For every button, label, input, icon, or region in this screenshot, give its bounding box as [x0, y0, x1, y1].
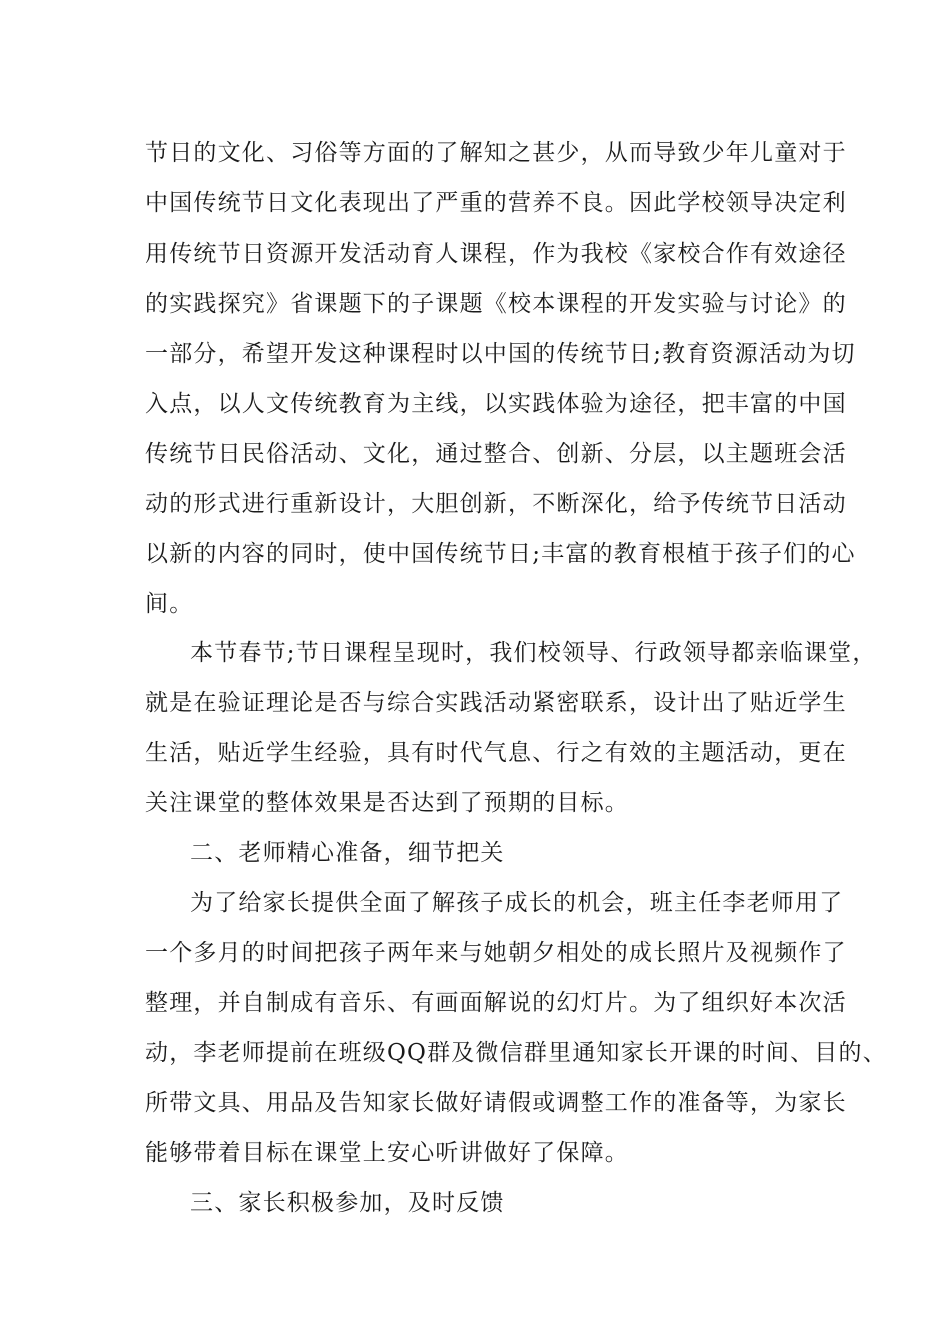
text-line: 整理，并自制成有音乐、有画面解说的幻灯片。为了组织好本次活	[145, 990, 847, 1016]
text-line: 一个多月的时间把孩子两年来与她朝夕相处的成长照片及视频作了	[145, 940, 847, 966]
text-line: 一部分，希望开发这种课程时以中国的传统节日;教育资源活动为切	[145, 341, 856, 367]
text-line: 的实践探究》省课题下的子课题《校本课程的开发实验与讨论》的	[145, 291, 847, 317]
text-line: 节日的文化、习俗等方面的了解知之甚少，从而导致少年儿童对于	[145, 140, 847, 166]
text-line: 中国传统节日文化表现出了严重的营养不良。因此学校领导决定利	[145, 190, 847, 216]
text-line: 就是在验证理论是否与综合实践活动紧密联系，设计出了贴近学生	[145, 690, 847, 716]
text-line: 动，李老师提前在班级QQ群及微信群里通知家长开课的时间、目的、	[145, 1040, 887, 1066]
text-line: 能够带着目标在课堂上安心听讲做好了保障。	[145, 1140, 629, 1166]
text-line: 动的形式进行重新设计，大胆创新，不断深化，给予传统节日活动	[145, 491, 847, 517]
section-heading: 二、老师精心准备，细节把关	[190, 840, 505, 866]
text-line: 用传统节日资源开发活动育人课程，作为我校《家校合作有效途径	[145, 241, 847, 267]
text-line: 生活，贴近学生经验，具有时代气息、行之有效的主题活动，更在	[145, 740, 847, 766]
paragraph-first-line: 为了给家长提供全面了解孩子成长的机会，班主任李老师用了	[190, 890, 844, 916]
text-line: 关注课堂的整体效果是否达到了预期的目标。	[145, 790, 629, 816]
text-line: 以新的内容的同时，使中国传统节日;丰富的教育根植于孩子们的心	[145, 541, 856, 567]
text-line: 间。	[145, 591, 194, 617]
section-heading: 三、家长积极参加，及时反馈	[190, 1190, 505, 1216]
text-line: 传统节日民俗活动、文化，通过整合、创新、分层，以主题班会活	[145, 441, 847, 467]
text-line: 入点，以人文传统教育为主线，以实践体验为途径，把丰富的中国	[145, 391, 847, 417]
text-line: 所带文具、用品及告知家长做好请假或调整工作的准备等，为家长	[145, 1090, 847, 1116]
paragraph-first-line: 本节春节;节日课程呈现时，我们校领导、行政领导都亲临课堂，	[190, 640, 877, 666]
